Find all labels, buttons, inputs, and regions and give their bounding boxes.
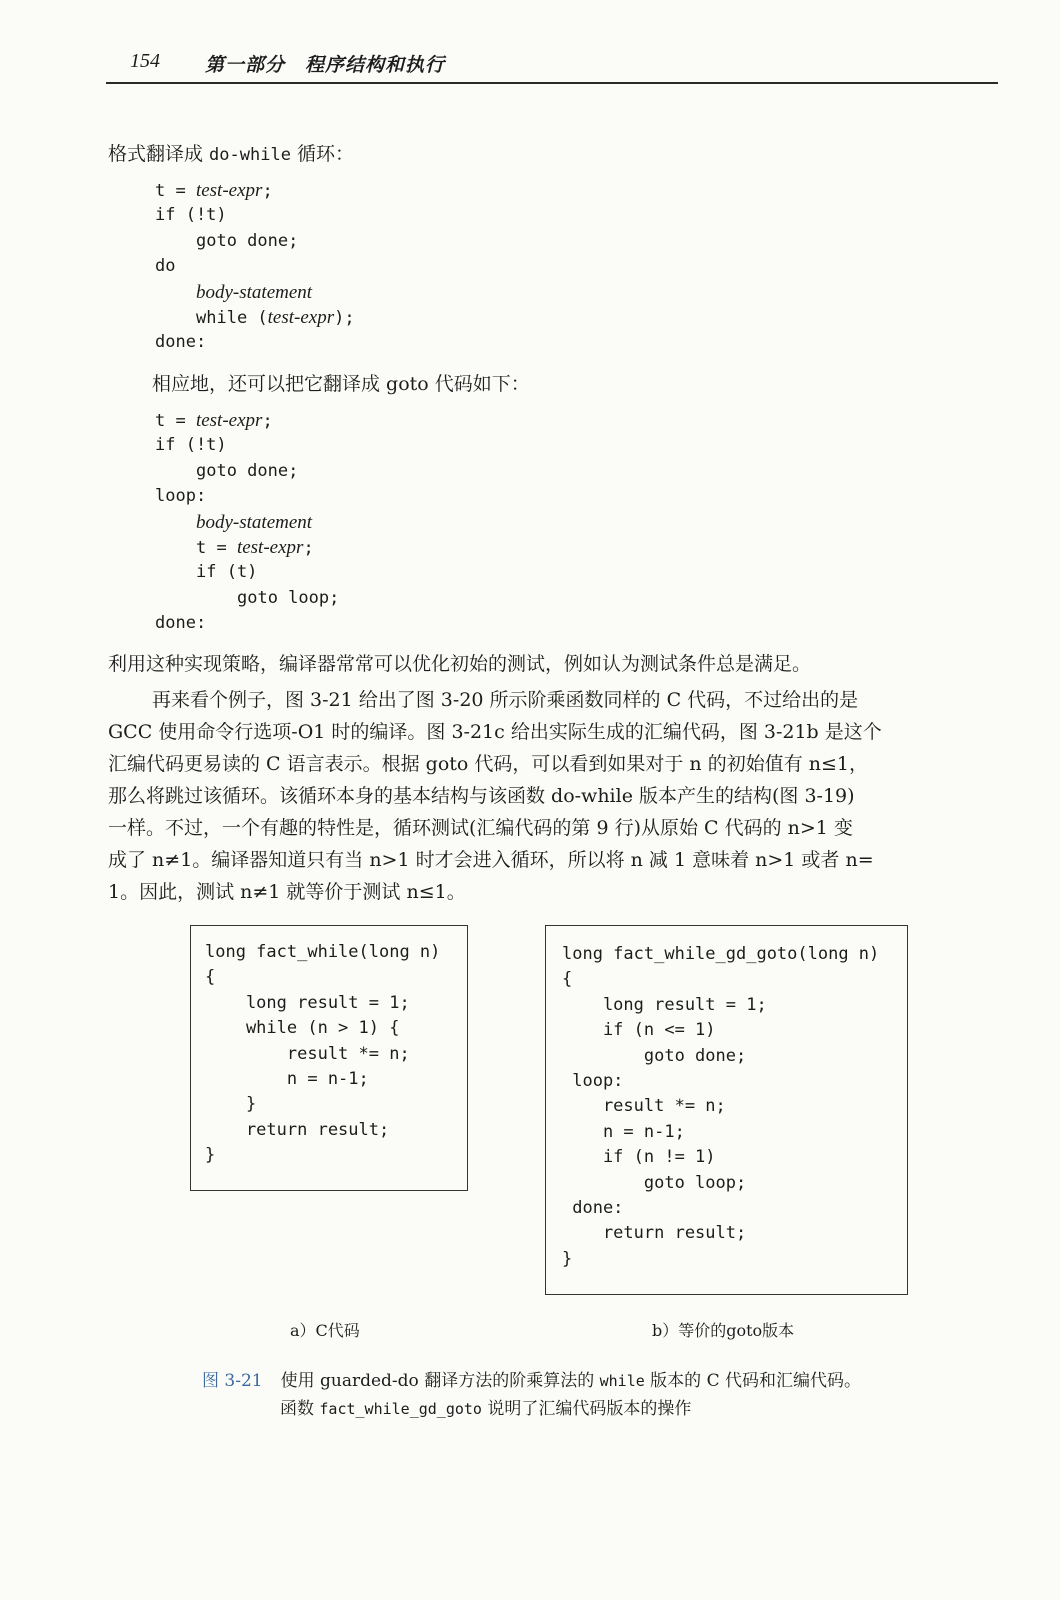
intro-before: 格式翻译成 — [108, 143, 210, 165]
running-title: 第一部分 程序结构和执行 — [205, 54, 446, 76]
caption-code-2: fact_while_gd_goto — [319, 1400, 482, 1418]
figure-panel-b-box — [545, 925, 908, 1295]
code-token: goto done; — [196, 230, 299, 251]
code-block-2-line — [155, 408, 339, 433]
code-block-do-while — [155, 178, 355, 356]
code-block-2-line — [155, 611, 339, 636]
code-block-1-line — [155, 203, 355, 228]
figure-caption — [202, 1367, 982, 1423]
code-token: while ( — [196, 307, 268, 328]
code-token: if (!t) — [155, 435, 227, 456]
code-token: if (t) — [196, 562, 258, 583]
code-placeholder: test-expr — [195, 410, 263, 431]
code-block-2-line — [155, 433, 339, 458]
code-block-goto — [155, 408, 339, 637]
figure-panel-a-label: a）C代码 — [290, 1321, 360, 1340]
caption-text-2a: 函数 — [280, 1399, 320, 1419]
code-token: t = — [155, 411, 196, 431]
code-token: goto done; — [196, 460, 299, 481]
paragraph-strategy: 利用这种实现策略，编译器常常可以优化初始的测试，例如认为测试条件总是满足。 — [108, 653, 812, 675]
code-block-2-line — [155, 560, 339, 585]
code-placeholder: body-statement — [196, 511, 313, 533]
code-token: ); — [334, 307, 355, 328]
paragraph-line: 那么将跳过该循环。该循环本身的基本结构与该函数 do-while 版本产生的结构(图 3-19) — [108, 785, 855, 807]
paragraph-line: GCC 使用命令行选项-O1 时的编译。图 3-21c 给出实际生成的汇编代码，图 3-21b 是这个 — [108, 721, 882, 743]
figure-caption-line-2 — [202, 1395, 982, 1423]
intro-code: do-while — [209, 145, 291, 165]
code-token: loop: — [155, 486, 207, 507]
code-token: done: — [155, 613, 207, 634]
code-block-2-line — [155, 586, 339, 611]
code-token: t = — [155, 181, 196, 201]
caption-text-2b: 说明了汇编代码版本的操作 — [481, 1399, 692, 1419]
code-block-2-line — [155, 484, 339, 509]
code-token: do — [155, 256, 176, 277]
code-placeholder: test-expr — [195, 180, 263, 201]
paragraph-line: 一样。不过，一个有趣的特性是，循环测试(汇编代码的第 9 行)从原始 C 代码的 n>1 变 — [108, 817, 853, 839]
code-block-1-line — [155, 254, 355, 279]
code-token: if (!t) — [155, 205, 227, 226]
paragraph-line: 成了 n≠1。编译器知道只有当 n>1 时才会进入循环，所以将 n 减 1 意味着 n>1 或者 n= — [108, 849, 874, 871]
page-number: 154 — [130, 50, 160, 72]
code-token: ; — [262, 181, 273, 201]
figure-panel-a-box — [190, 925, 468, 1191]
code-placeholder: test-expr — [236, 536, 304, 558]
figure-panel-b-label: b）等价的goto版本 — [652, 1321, 795, 1340]
caption-text-1b: 版本的 C 代码和汇编代码。 — [644, 1371, 861, 1391]
code-block-2-line — [155, 459, 339, 484]
header-rule — [106, 82, 998, 84]
paragraph-example — [108, 684, 998, 908]
code-block-1-line — [155, 229, 355, 254]
paragraph-line: 再来看个例子，图 3-21 给出了图 3-20 所示阶乘函数同样的 C 代码，不过给出的是 — [152, 689, 859, 711]
figure-caption-line-1 — [202, 1367, 982, 1395]
code-placeholder: body-statement — [196, 281, 313, 303]
figure-label: 图 3-21 — [202, 1371, 263, 1391]
code-token: ; — [262, 411, 273, 431]
figure-panel-a-code: long fact_while(long n) { long result = 1; while (n > 1) { result *= n; n = n-1; } return result; } — [205, 942, 441, 1166]
middle-text: 相应地，还可以把它翻译成 goto 代码如下： — [152, 373, 530, 395]
code-placeholder: test-expr — [267, 306, 335, 328]
intro-line — [108, 138, 998, 171]
figure-panel-b-code: long fact_while_gd_goto(long n) { long result = 1; if (n <= 1) goto done; loop: result *= n; n = n-1; if (n != 1) goto loop; done: return result; } — [562, 944, 880, 1269]
code-token: goto loop; — [237, 587, 340, 608]
code-block-1-line — [155, 305, 355, 330]
code-block-1-line — [155, 280, 355, 305]
caption-text-1a: 使用 guarded-do 翻译方法的阶乘算法的 — [280, 1371, 600, 1391]
code-block-2-line — [155, 510, 339, 535]
code-token: ; — [303, 537, 314, 558]
code-token: done: — [155, 332, 207, 353]
code-block-1-line — [155, 330, 355, 355]
paragraph-line: 汇编代码更易读的 C 语言表示。根据 goto 代码，可以看到如果对于 n 的初始值有 n≤1， — [108, 753, 868, 775]
code-token: t = — [196, 537, 237, 558]
paragraph-line: 1。因此，测试 n≠1 就等价于测试 n≤1。 — [108, 881, 466, 903]
code-block-1-line — [155, 178, 355, 203]
intro-after: 循环： — [290, 143, 354, 165]
caption-code-1: while — [599, 1372, 645, 1390]
code-block-2-line — [155, 535, 339, 560]
